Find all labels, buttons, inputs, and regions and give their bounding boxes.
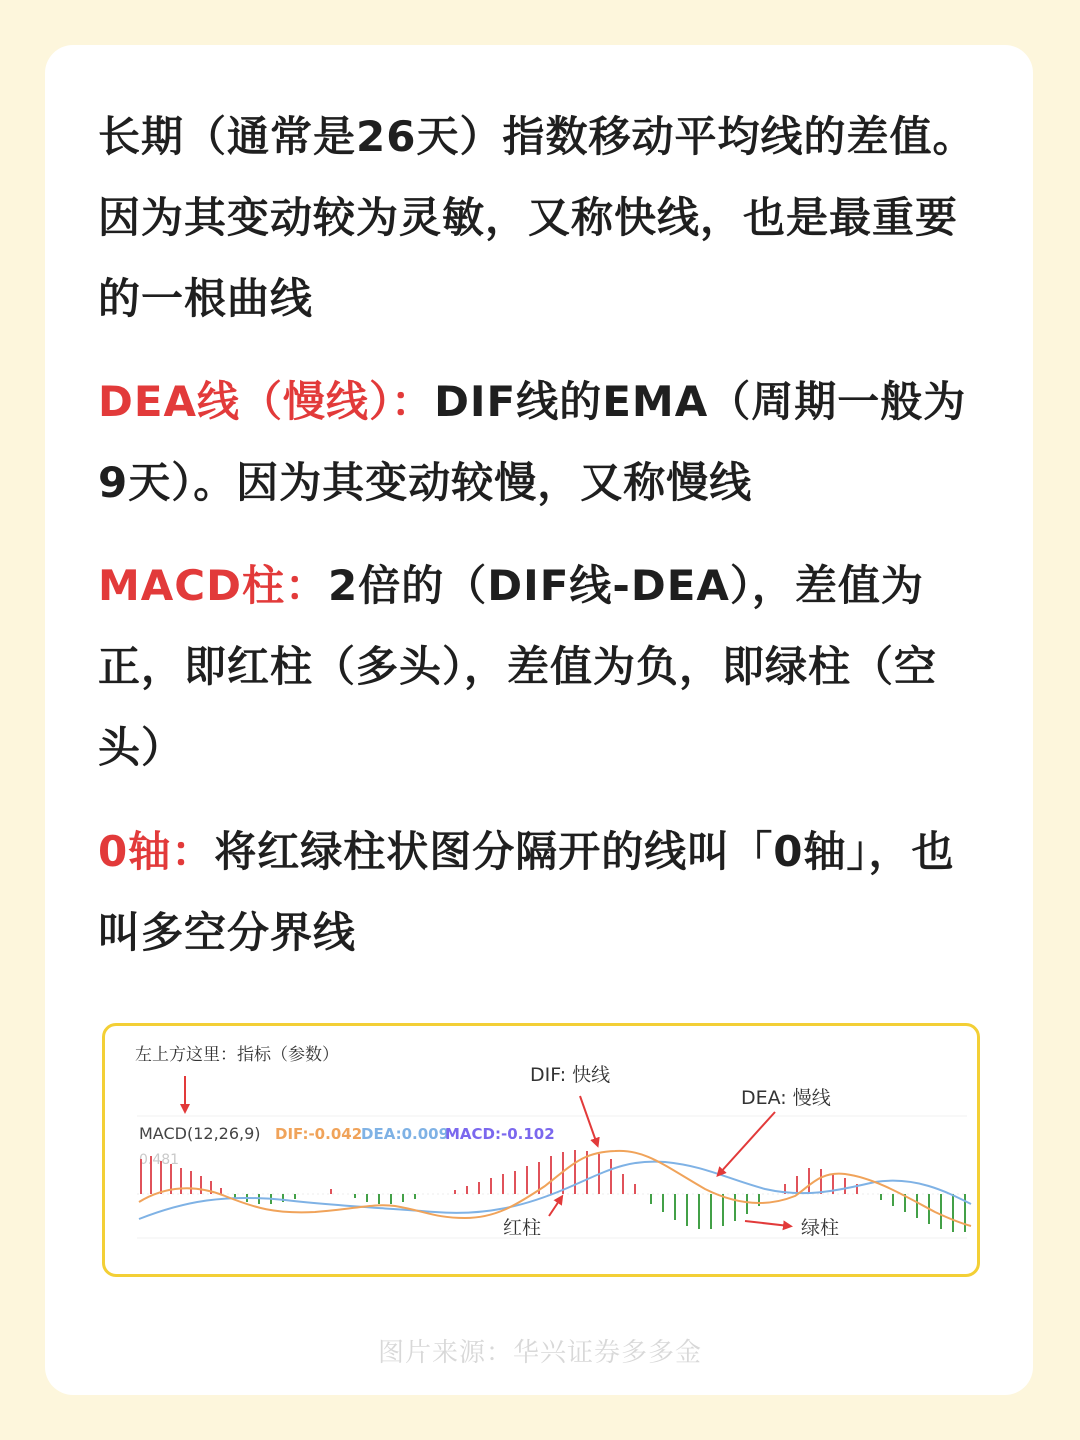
arrow-icon xyxy=(745,1221,789,1226)
label-green-bar: 绿柱 xyxy=(801,1217,840,1239)
dif-value: DIF:-0.042 xyxy=(275,1125,363,1143)
arrow-icon xyxy=(549,1198,561,1216)
paragraph-zero-axis xyxy=(98,811,983,973)
arrow-icon xyxy=(719,1112,775,1174)
paragraph-text: DIF线的EMA（周期一般为9天）。因为其变动较慢，又称慢线 xyxy=(98,377,967,507)
paragraph-lead: 0轴： xyxy=(98,827,215,876)
paragraph-text: 长期（通常是26天）指数移动平均线的差值。因为其变动较为灵敏，又称快线，也是最重要的一根曲线 xyxy=(98,112,976,323)
macd-value: MACD:-0.102 xyxy=(445,1125,555,1143)
axis-value: 0.481 xyxy=(139,1152,180,1168)
paragraph-lead: MACD柱： xyxy=(98,561,328,610)
label-dea: DEA: 慢线 xyxy=(741,1087,831,1109)
macd-figure xyxy=(102,1023,980,1277)
image-source-caption: 图片来源：华兴证券多多金 xyxy=(377,1338,702,1368)
paragraph-text: 将红绿柱状图分隔开的线叫「0轴」，也叫多空分界线 xyxy=(98,827,955,957)
red-bars xyxy=(141,1150,857,1194)
dea-line xyxy=(139,1162,971,1219)
indicator-name: MACD(12,26,9) xyxy=(139,1124,261,1143)
paragraph-macd xyxy=(98,545,983,788)
paragraph-text: 2倍的（DIF线-DEA），差值为正，即红柱（多头），差值为负，即绿柱（空头） xyxy=(98,561,938,772)
label-red-bar: 红柱 xyxy=(503,1217,542,1239)
label-dif: DIF: 快线 xyxy=(530,1064,611,1086)
paragraph-lead: DEA线（慢线）： xyxy=(98,377,435,426)
paragraph-dea xyxy=(98,361,983,523)
macd-figure-svg xyxy=(105,1026,977,1274)
paragraph-dif xyxy=(98,96,983,339)
annotation-top-left: 左上方这里：指标（参数） xyxy=(135,1045,339,1065)
arrow-icon xyxy=(580,1096,597,1144)
dea-value: DEA:0.009 xyxy=(361,1125,450,1143)
green-bars xyxy=(235,1194,965,1232)
